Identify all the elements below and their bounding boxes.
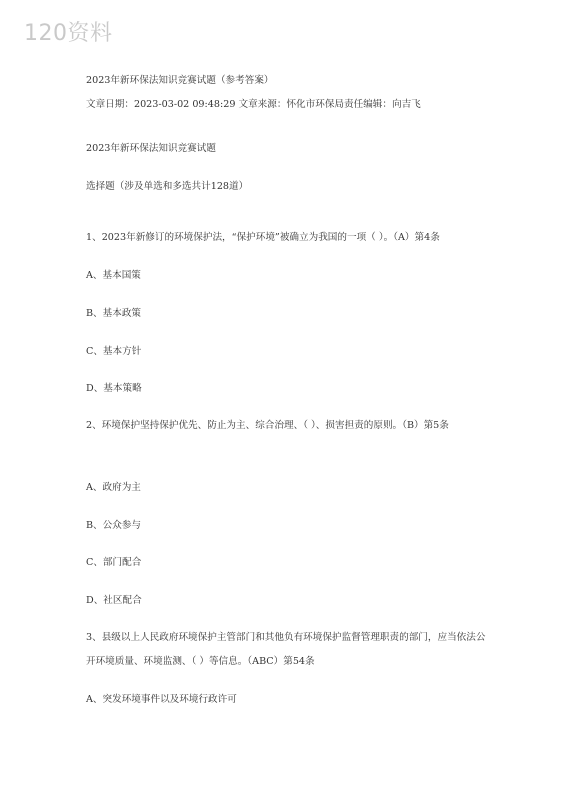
section-heading: 选择题（涉及单选和多选共计128道）: [86, 181, 249, 192]
document-title: 2023年新环保法知识竞赛试题（参考答案）: [86, 75, 274, 86]
watermark-logo: 120资料: [24, 21, 113, 46]
question-2: 2、环境保护坚持保护优先、防止为主、综合治理、（ ）、损害担责的原则。（B）第5条: [86, 420, 449, 431]
question-2-option-d: D、社区配合: [86, 595, 142, 606]
question-2-option-b: B、公众参与: [86, 520, 142, 531]
document-meta: 文章日期：2023-03-02 09:48:29 文章来源：怀化市环保局责任编辑：向吉飞: [86, 99, 421, 110]
question-1-option-c: C、基本方针: [86, 346, 142, 357]
question-1-option-b: B、基本政策: [86, 308, 142, 319]
question-2-option-a: A、政府为主: [86, 482, 141, 493]
document-subtitle: 2023年新环保法知识竞赛试题: [86, 143, 216, 154]
question-3-option-a: A、突发环境事件以及环境行政许可: [86, 694, 237, 705]
question-1: 1、2023年新修订的环境保护法，“保护环境”被确立为我国的一项（ ）。（A）第4条: [86, 232, 440, 243]
question-2-option-c: C、部门配合: [86, 557, 142, 568]
question-3: 3、县级以上人民政府环境保护主管部门和其他负有环境保护监督管理职责的部门，应当依法公开环境质量、环境监测、（ ）等信息。（ABC）第54条: [86, 632, 486, 667]
question-1-option-a: A、基本国策: [86, 270, 141, 281]
question-1-option-d: D、基本策略: [86, 383, 142, 394]
